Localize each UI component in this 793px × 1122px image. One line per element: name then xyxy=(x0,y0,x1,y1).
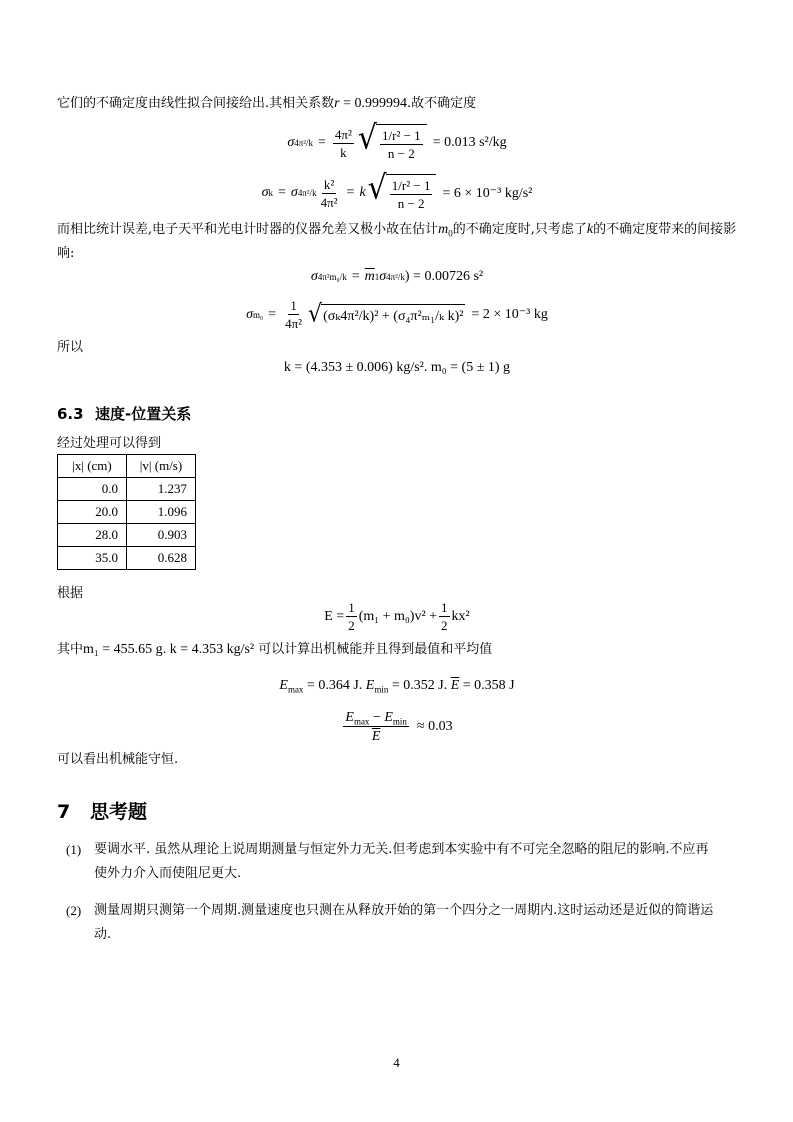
result: = 2 × 10⁻³ kg xyxy=(471,307,548,322)
numerator: 4π² xyxy=(334,126,352,142)
table-header-row xyxy=(58,455,196,478)
equation-energy-values xyxy=(57,678,737,694)
section-title: 速度-位置关系 xyxy=(95,405,192,423)
paragraph-where xyxy=(57,638,747,662)
fraction xyxy=(283,297,304,332)
text: 经过处理可以得到 xyxy=(57,436,162,451)
result: ≈ 0.03 xyxy=(416,718,453,734)
numerator xyxy=(343,708,409,727)
numerator: 1/r² − 1 xyxy=(391,178,431,193)
list-item xyxy=(66,899,716,947)
fraction xyxy=(319,176,340,211)
square-root: √ $\frac{\text{1/r² − 1}}{n - 2}$ xyxy=(368,174,437,212)
paragraph-instrument-error xyxy=(57,218,747,266)
table-cell: 1.237 xyxy=(127,478,196,501)
term: (m₁ + m₀)v² + xyxy=(358,608,438,624)
section-number: 7 xyxy=(57,801,71,823)
column-header: |x| (cm) xyxy=(58,455,127,478)
table-cell: 1.096 xyxy=(127,501,196,524)
var-E-bar: E xyxy=(371,729,381,744)
numerator: 1 xyxy=(441,600,448,615)
var-E: E xyxy=(345,710,354,725)
item-label: (1) xyxy=(66,842,82,857)
denominator: 2 xyxy=(441,618,448,633)
equals: = xyxy=(351,269,360,284)
radicand: (σₖ4π²/k)² + (σ₄π²ₘ₁/ₖ k)² xyxy=(321,304,465,326)
item-text: 要调水平. 虽然从理论上说周期测量与恒定外力无关.但考虑到本实验中有不可完全忽略的阻尼的影响.不应再使外力介入而使阻尼更大. xyxy=(94,842,709,881)
var-r: r xyxy=(334,96,340,111)
equation-results-k-m0 xyxy=(57,360,737,376)
fraction xyxy=(343,708,409,745)
column-header: |v| (m/s) xyxy=(127,455,196,478)
symbol: σ xyxy=(310,269,318,284)
equation-sigma-m0: σ m₀ = $\frac{1}{\text{4π²}}$ √ (σₖ4π²/k)² + (σ₄π²ₘ₁/ₖ k)² = 2 × 10⁻³ kg xyxy=(246,298,548,331)
square-root: √ $\frac{\text{1/r² − 1}}{n - 2}$ xyxy=(358,124,427,162)
section-heading-7 xyxy=(57,797,147,824)
symbol: σ xyxy=(246,306,254,322)
symbol: σ xyxy=(287,135,295,150)
result: ) = 0.00726 s² xyxy=(404,269,484,284)
term: kx² xyxy=(451,608,470,624)
table-cell: 0.903 xyxy=(127,524,196,547)
square-root: √ (σₖ4π²/k)² + (σ₄π²ₘ₁/ₖ k)² xyxy=(308,300,464,328)
denominator: k xyxy=(340,144,347,160)
item-text: 测量周期只测第一个周期.测量速度也只测在从释放开始的第一个四分之一周期内.这时运动还是近似的简谐运动. xyxy=(94,903,714,942)
value: = 0.352 J xyxy=(388,678,444,693)
denominator: 4π² xyxy=(320,194,338,210)
denominator: 4π² xyxy=(285,316,303,331)
var-E-bar: $\overline{E}$ xyxy=(450,678,460,693)
numerator: 1 xyxy=(290,298,297,313)
denominator: n − 2 xyxy=(387,146,415,161)
subscript: 0 xyxy=(448,228,453,239)
result-m0: m₀ = (5 ± 1) g xyxy=(430,360,511,375)
equation-relative-diff xyxy=(57,708,737,745)
page-number: 4 xyxy=(393,1055,400,1070)
text: 可以看出机械能守恒. xyxy=(57,752,179,767)
table-cell: 35.0 xyxy=(58,547,127,570)
paragraph-after-processing xyxy=(57,432,747,456)
var-m: m xyxy=(438,222,449,237)
result: = 0.013 s²/kg xyxy=(432,135,507,150)
value: = 0.999994 xyxy=(339,96,407,111)
text: 所以 xyxy=(57,340,84,355)
section-number: 6.3 xyxy=(57,405,84,423)
text: 可以计算出机械能并且得到最值和平均值 xyxy=(254,642,493,657)
paragraph-uncertainty-intro xyxy=(57,92,747,116)
table-cell: 0.628 xyxy=(127,547,196,570)
text: 它们的不确定度由线性拟合间接给出.其相关系数 xyxy=(57,96,335,111)
var-k: k xyxy=(359,185,366,200)
lhs: E = xyxy=(324,608,345,624)
symbol: σ xyxy=(379,269,387,284)
separator: . xyxy=(162,642,170,657)
equation-sigma-k: σ k = σ 4π²/k $\frac{\text{k²}}{\text{4π²}}$ = k √ $\frac{\text{1/r² − 1}}{n - 2}$ = 6 × 10⁻³ kg/s² xyxy=(261,168,533,211)
value: = 0.358 J xyxy=(459,678,515,693)
symbol: σ xyxy=(290,185,298,200)
separator: . xyxy=(358,678,366,693)
equation-sigma-4pi2-k: σ 4π²/k = $\frac{\text{4π²}}{k}$ √ $\frac{\text{1/r² − 1}}{n - 2}$ = 0.013 s²/kg xyxy=(287,118,507,161)
data-table xyxy=(57,454,196,570)
var-k: k xyxy=(586,222,594,237)
table-row xyxy=(58,501,196,524)
equation-energy xyxy=(57,599,737,634)
table-row xyxy=(58,524,196,547)
table-row xyxy=(58,547,196,570)
symbol: σ xyxy=(261,185,269,200)
denominator: 2 xyxy=(348,618,355,633)
table-cell: 20.0 xyxy=(58,501,127,524)
numerator: k² xyxy=(323,176,335,192)
value: = 0.364 J xyxy=(303,678,359,693)
text: 而相比统计误差,电子天平和光电计时器的仪器允差又极小故在估计 xyxy=(57,222,439,237)
table-row xyxy=(58,478,196,501)
var-m-bar: $\overline{m}$ xyxy=(364,269,375,284)
subscript: max xyxy=(353,716,370,727)
numerator: 1/r² − 1 xyxy=(382,128,421,143)
table-cell: 28.0 xyxy=(58,524,127,547)
var-E: E xyxy=(365,678,375,693)
text: 的不确定度带来的间接影响: xyxy=(57,222,737,261)
paragraph-conclusion xyxy=(57,748,747,772)
list-item xyxy=(66,838,716,886)
equation-sigma-4pi2m0-k: σ 4π²m₀/k = $\overline{m}$ 1 σ 4π²/k ) = 0.00726 s² xyxy=(310,269,484,284)
fraction xyxy=(346,599,357,634)
paragraph-so xyxy=(57,336,747,360)
result-k: k = (4.353 ± 0.006) kg/s² xyxy=(283,360,424,375)
value-k: k = 4.353 kg/s² xyxy=(169,642,255,657)
text: 的不确定度时,只考虑了 xyxy=(452,222,587,237)
fraction xyxy=(439,599,450,634)
subscript: max xyxy=(287,684,304,695)
text: .故不确定度 xyxy=(407,96,477,111)
var-E: E xyxy=(384,710,393,725)
var-E: E xyxy=(279,678,288,693)
result: = 6 × 10⁻³ kg/s² xyxy=(442,185,533,201)
text: 根据 xyxy=(57,586,84,601)
table-cell: 0.0 xyxy=(58,478,127,501)
minus: − xyxy=(369,710,385,725)
subscript: min xyxy=(374,684,389,695)
text: 其中 xyxy=(57,642,84,657)
item-label: (2) xyxy=(66,903,82,918)
section-title: 思考题 xyxy=(90,801,148,823)
value-m1: m₁ = 455.65 g xyxy=(83,642,163,657)
separator: . xyxy=(443,678,451,693)
fraction xyxy=(333,126,354,161)
numerator: 1 xyxy=(348,600,355,615)
section-heading-6-3 xyxy=(57,403,191,424)
denominator: n − 2 xyxy=(397,196,425,211)
separator: . xyxy=(423,360,431,375)
denominator xyxy=(370,727,383,745)
subscript: min xyxy=(392,716,407,727)
